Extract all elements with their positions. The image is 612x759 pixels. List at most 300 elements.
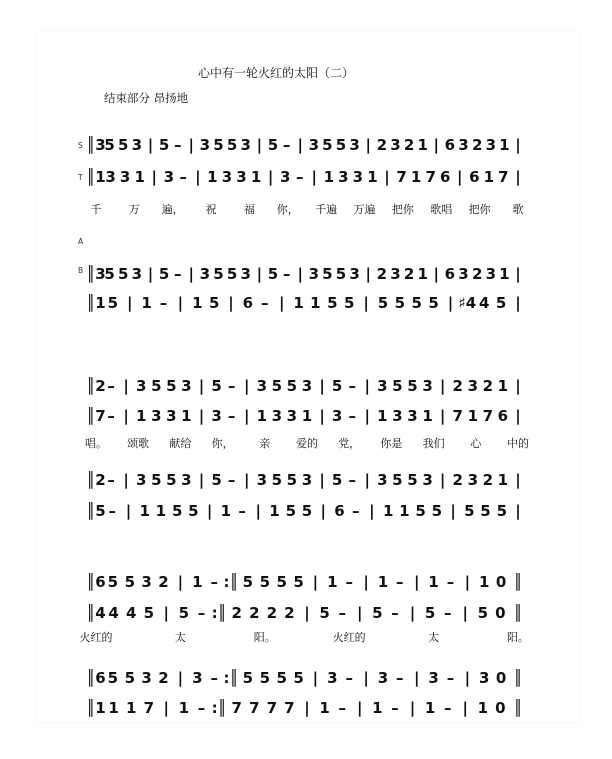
score-token: – bbox=[108, 502, 116, 520]
score-token: 5 bbox=[293, 669, 304, 687]
score-token: 3 bbox=[422, 471, 433, 489]
score-token: 3 bbox=[192, 669, 203, 687]
score-token: | bbox=[198, 377, 205, 395]
score-token: 2 bbox=[231, 604, 242, 622]
score-token: 1 bbox=[125, 699, 137, 717]
score-token: 3 bbox=[428, 669, 439, 687]
score-token: – bbox=[107, 377, 115, 395]
score-token: 3 bbox=[485, 136, 497, 154]
score-token: ║3 bbox=[86, 136, 106, 154]
lyric-syllable: 万 bbox=[128, 203, 140, 216]
score-token: 3 bbox=[141, 573, 152, 591]
lyric-syllable: 太 bbox=[174, 631, 186, 644]
score-token: ♯4 bbox=[458, 294, 477, 312]
score-token: 5 bbox=[392, 471, 403, 489]
score-token: 3 bbox=[105, 168, 116, 186]
score-title: 心中有一轮火红的太阳（二） bbox=[197, 66, 355, 80]
score-token: | bbox=[256, 265, 263, 283]
score-token: 2 bbox=[376, 265, 388, 283]
score-token: 3 bbox=[327, 669, 338, 687]
score-token: :║ bbox=[211, 699, 227, 717]
score-token: | bbox=[188, 265, 195, 283]
score-token: | bbox=[312, 669, 319, 687]
lyric-syllable: 阳。 bbox=[507, 631, 529, 644]
score-token: 5 bbox=[213, 265, 224, 283]
lyric-syllable: 唱。 bbox=[85, 437, 107, 450]
score-token: | bbox=[123, 471, 129, 489]
lyric-syllable: 颂歌 bbox=[127, 437, 150, 450]
score-token: 5 bbox=[271, 377, 283, 395]
score-token: | bbox=[413, 669, 420, 687]
score-token: 1 bbox=[382, 502, 394, 520]
lyric-syllable: 心 bbox=[470, 437, 482, 450]
lyric-syllable: 歌唱 bbox=[430, 203, 453, 216]
score-token: | bbox=[515, 294, 521, 312]
score-token: 5 bbox=[276, 573, 287, 591]
score-token: 5 bbox=[285, 502, 297, 520]
score-token: 3 bbox=[349, 265, 360, 283]
score-canvas bbox=[36, 32, 580, 722]
score-token: 5 bbox=[124, 669, 136, 687]
score-token: | bbox=[439, 377, 446, 395]
lyric-syllable: 你， bbox=[276, 203, 299, 216]
score-token: 3 bbox=[377, 377, 388, 395]
score-token: 5 bbox=[117, 265, 129, 283]
score-token: 4 bbox=[108, 604, 119, 622]
score-token: | bbox=[123, 377, 129, 395]
score-token: | bbox=[319, 471, 325, 489]
lyric-syllable: 献给 bbox=[169, 437, 192, 450]
score-token: 1 bbox=[269, 502, 280, 520]
score-token: 7 bbox=[143, 699, 155, 717]
score-token: 3 bbox=[166, 407, 177, 425]
score-token: | bbox=[357, 699, 363, 717]
score-token: 5 bbox=[335, 265, 347, 283]
score-token: | bbox=[319, 377, 325, 395]
score-token: | bbox=[439, 407, 446, 425]
score-token: 3 bbox=[392, 407, 403, 425]
score-token: 1 bbox=[319, 699, 330, 717]
score-token: 1 bbox=[372, 699, 383, 717]
score-token: | bbox=[123, 407, 129, 425]
score-token: 5 bbox=[124, 573, 136, 591]
score-token: | bbox=[127, 294, 133, 312]
score-token: – bbox=[227, 377, 236, 395]
score-token: 7 bbox=[425, 168, 436, 186]
score-token: 6 bbox=[444, 265, 456, 283]
score-token: 2 bbox=[266, 604, 278, 622]
score-token: 3 bbox=[377, 669, 389, 687]
score-token: 1 bbox=[141, 294, 152, 312]
score-token: | bbox=[515, 136, 521, 154]
score-token: | bbox=[320, 502, 326, 520]
score-token: 3 bbox=[390, 136, 401, 154]
score-token: 1 bbox=[377, 573, 389, 591]
lyric-syllable: 歌 bbox=[512, 203, 524, 216]
score-token: 5 bbox=[178, 604, 190, 622]
lyric-syllable: 祝 bbox=[205, 203, 217, 216]
score-token: 1 bbox=[293, 294, 304, 312]
score-token: | bbox=[177, 294, 184, 312]
score-token: 5 bbox=[464, 502, 475, 520]
score-token: 5 bbox=[495, 294, 507, 312]
score-token: | bbox=[177, 669, 184, 687]
score-token: | bbox=[450, 502, 456, 520]
score-token: 1 bbox=[499, 265, 510, 283]
score-token: | bbox=[256, 136, 263, 154]
score-token: | bbox=[125, 502, 132, 520]
score-token: | bbox=[363, 294, 369, 312]
score-token: | bbox=[195, 168, 201, 186]
score-token: 3 bbox=[279, 168, 291, 186]
score-token: 1 bbox=[483, 168, 495, 186]
score-token: | bbox=[163, 699, 170, 717]
score-token: 5 bbox=[392, 377, 403, 395]
score-token: 5 bbox=[322, 265, 333, 283]
score-token: 1 bbox=[323, 168, 335, 186]
score-token: 2 bbox=[452, 377, 463, 395]
score-token: ║7 bbox=[86, 407, 106, 425]
score-token: | bbox=[464, 573, 471, 591]
score-token: 1 bbox=[499, 136, 510, 154]
score-token: – bbox=[345, 573, 353, 591]
score-token: 3 bbox=[141, 669, 152, 687]
score-token: 3 bbox=[240, 136, 251, 154]
score-token: 5 bbox=[319, 604, 330, 622]
score-token: – bbox=[282, 136, 291, 154]
score-token: ║6 bbox=[86, 669, 106, 687]
score-token: 5 bbox=[293, 573, 304, 591]
score-token: 2 bbox=[158, 573, 169, 591]
score-token: | bbox=[365, 136, 372, 154]
score-token: | bbox=[515, 407, 521, 425]
score-token: 3 bbox=[199, 265, 211, 283]
score-token: | bbox=[363, 669, 369, 687]
score-token: 5 bbox=[271, 471, 283, 489]
score-token: | bbox=[433, 265, 440, 283]
score-token: | bbox=[243, 471, 250, 489]
score-token: – bbox=[107, 407, 115, 425]
score-token: 1 bbox=[178, 699, 190, 717]
score-token: | bbox=[297, 136, 303, 154]
score-token: 6 bbox=[444, 136, 456, 154]
voice-label-t: T bbox=[78, 173, 83, 182]
score-token: 7 bbox=[452, 407, 463, 425]
score-token: 5 bbox=[343, 294, 355, 312]
score-token: 1 bbox=[327, 573, 338, 591]
score-token: 3 bbox=[485, 265, 497, 283]
score-token: 3 bbox=[256, 377, 268, 395]
score-token: 5 bbox=[480, 502, 491, 520]
score-token: 1 bbox=[424, 699, 436, 717]
score-token: 5 bbox=[415, 502, 426, 520]
score-token: 6 bbox=[242, 294, 254, 312]
score-token: – bbox=[173, 136, 182, 154]
score-token: 5 bbox=[208, 294, 220, 312]
score-token: – bbox=[348, 407, 356, 425]
score-token: 1 bbox=[155, 502, 167, 520]
score-token: – bbox=[348, 471, 356, 489]
score-token: 3 bbox=[236, 168, 247, 186]
score-token: 5 bbox=[286, 377, 298, 395]
score-token: 2 bbox=[471, 136, 483, 154]
score-token: | bbox=[457, 168, 463, 186]
score-token: 1 bbox=[310, 294, 321, 312]
score-token: 1 bbox=[417, 265, 428, 283]
score-token: 5 bbox=[372, 604, 383, 622]
score-token: 3 bbox=[308, 136, 320, 154]
score-token: | bbox=[464, 669, 471, 687]
lyric-syllable: 万遍 bbox=[353, 203, 376, 216]
score-token: 5 bbox=[327, 294, 338, 312]
score-token: – bbox=[396, 669, 404, 687]
score-token: | bbox=[304, 699, 310, 717]
score-token: | bbox=[255, 502, 262, 520]
score-token: 5 bbox=[211, 377, 222, 395]
score-token: :║ bbox=[223, 669, 239, 687]
score-token: | bbox=[198, 407, 205, 425]
score-token: | bbox=[384, 168, 390, 186]
score-token: 5 bbox=[411, 294, 422, 312]
score-token: 2 bbox=[482, 471, 494, 489]
lyric-syllable: 把你 bbox=[391, 203, 414, 216]
score-token: – bbox=[446, 573, 455, 591]
score-token: 5 bbox=[158, 136, 170, 154]
score-token: 5 bbox=[151, 377, 162, 395]
score-token: 5 bbox=[331, 377, 343, 395]
score-token: 7 bbox=[482, 407, 494, 425]
score-token: 3 bbox=[458, 265, 469, 283]
score-token: | bbox=[439, 471, 446, 489]
score-token: – bbox=[351, 502, 360, 520]
score-token: | bbox=[364, 377, 371, 395]
score-token: ║5 bbox=[86, 502, 106, 520]
score-token: 6 bbox=[439, 168, 451, 186]
lyric-syllable: 太 bbox=[428, 631, 440, 644]
score-token: | bbox=[413, 573, 420, 591]
score-token: 3 bbox=[331, 407, 343, 425]
score-page bbox=[36, 32, 580, 722]
score-token: ║6 bbox=[86, 573, 106, 591]
score-token: | bbox=[278, 294, 285, 312]
score-token: 3 bbox=[338, 168, 349, 186]
score-token: 5 bbox=[259, 669, 271, 687]
score-token: 3 bbox=[181, 471, 192, 489]
score-token: | bbox=[369, 502, 375, 520]
score-token: 3 bbox=[271, 407, 283, 425]
score-token: 3 bbox=[181, 377, 192, 395]
score-token: 5 bbox=[158, 265, 170, 283]
score-token: – bbox=[238, 502, 246, 520]
score-token: – bbox=[282, 265, 291, 283]
score-token: – bbox=[107, 471, 115, 489]
score-token: 3 bbox=[151, 407, 162, 425]
score-token: – bbox=[443, 604, 452, 622]
score-token: 2 bbox=[376, 136, 388, 154]
score-token: 5 bbox=[394, 294, 406, 312]
score-token: 3 bbox=[458, 136, 469, 154]
score-token: | bbox=[357, 604, 363, 622]
score-token: 3 bbox=[308, 265, 320, 283]
score-token: 2 bbox=[452, 471, 463, 489]
score-token: 1 bbox=[256, 407, 268, 425]
score-token: 3 bbox=[352, 168, 364, 186]
score-token: 5 bbox=[267, 265, 279, 283]
score-token: ║ bbox=[513, 699, 523, 717]
lyric-syllable: 火红的 bbox=[79, 631, 113, 644]
voice-label-s: S bbox=[78, 141, 83, 150]
score-token: 3 bbox=[131, 136, 143, 154]
score-token: | bbox=[409, 604, 416, 622]
score-token: 3 bbox=[199, 136, 211, 154]
score-token: 7 bbox=[284, 699, 295, 717]
score-token: 3 bbox=[301, 471, 313, 489]
score-token: | bbox=[363, 573, 369, 591]
score-token: | bbox=[515, 471, 521, 489]
score-token: – bbox=[391, 699, 399, 717]
lyric-syllable: 福 bbox=[244, 203, 255, 216]
score-token: 5 bbox=[104, 265, 115, 283]
score-token: 1 bbox=[377, 407, 388, 425]
score-token: – bbox=[261, 294, 269, 312]
score-token: 1 bbox=[207, 168, 218, 186]
score-token: 1 bbox=[367, 168, 378, 186]
score-token: 5 bbox=[377, 294, 389, 312]
score-token: – bbox=[345, 669, 353, 687]
score-token: 3 bbox=[256, 471, 268, 489]
score-token: ║1 bbox=[86, 294, 106, 312]
score-token: 1 bbox=[135, 407, 147, 425]
score-token: 1 bbox=[497, 377, 509, 395]
score-token: | bbox=[365, 265, 372, 283]
score-token: 1 bbox=[192, 573, 203, 591]
score-token: 5 bbox=[242, 669, 254, 687]
score-token: 1 bbox=[301, 407, 313, 425]
lyric-syllable: 爱的 bbox=[296, 437, 318, 450]
score-token: 3 bbox=[286, 407, 298, 425]
score-token: ║2 bbox=[86, 471, 106, 489]
score-token: | bbox=[188, 136, 195, 154]
score-token: 1 bbox=[478, 573, 490, 591]
score-token: 5 bbox=[267, 136, 279, 154]
score-token: 7 bbox=[266, 699, 278, 717]
score-token: 5 bbox=[424, 604, 436, 622]
score-token: 1 bbox=[139, 502, 150, 520]
score-token: 5 bbox=[331, 471, 343, 489]
score-token: | bbox=[304, 604, 310, 622]
score-token: 5 bbox=[151, 471, 162, 489]
score-token: | bbox=[228, 294, 234, 312]
score-token: 3 bbox=[407, 407, 418, 425]
lyric-syllable: 我们 bbox=[422, 437, 445, 450]
score-token: | bbox=[447, 294, 454, 312]
score-token: 3 bbox=[478, 669, 490, 687]
score-token: 1 bbox=[467, 407, 479, 425]
score-token: – bbox=[159, 294, 168, 312]
score-token: 1 bbox=[192, 294, 203, 312]
lyric-syllable: 把你 bbox=[468, 203, 491, 216]
score-token: ║4 bbox=[86, 604, 106, 622]
score-token: 7 bbox=[231, 699, 242, 717]
score-token: 7 bbox=[249, 699, 260, 717]
score-token: – bbox=[210, 573, 218, 591]
score-token: 3 bbox=[135, 471, 147, 489]
score-token: – bbox=[391, 604, 399, 622]
score-token: – bbox=[348, 377, 356, 395]
score-token: 5 bbox=[242, 573, 254, 591]
score-token: 5 bbox=[211, 471, 222, 489]
lyric-syllable: 党， bbox=[338, 437, 361, 450]
score-token: 3 bbox=[467, 471, 479, 489]
score-token: 5 bbox=[407, 471, 418, 489]
score-token: – bbox=[338, 604, 346, 622]
score-token: 1 bbox=[477, 699, 489, 717]
score-token: – bbox=[396, 573, 404, 591]
score-token: | bbox=[151, 168, 157, 186]
score-token: – bbox=[443, 699, 452, 717]
score-token: – bbox=[227, 471, 236, 489]
score-token: 5 bbox=[301, 502, 313, 520]
score-token: 1 bbox=[250, 168, 262, 186]
score-token: ║ bbox=[513, 669, 523, 687]
score-token: | bbox=[462, 699, 469, 717]
score-token: 7 bbox=[498, 168, 509, 186]
score-token: – bbox=[295, 168, 304, 186]
score-token: | bbox=[163, 604, 170, 622]
score-token: ║ bbox=[513, 573, 523, 591]
score-token: | bbox=[206, 502, 213, 520]
voice-label-b: B bbox=[78, 266, 84, 275]
score-token: | bbox=[364, 471, 371, 489]
score-token: | bbox=[462, 604, 469, 622]
score-token: 2 bbox=[403, 265, 415, 283]
lyric-syllable: 千 bbox=[90, 203, 102, 216]
score-token: 5 bbox=[286, 471, 298, 489]
lyric-syllable: 千遍 bbox=[315, 203, 338, 216]
score-token: ║1 bbox=[86, 699, 106, 717]
score-token: 2 bbox=[471, 265, 483, 283]
score-token: 1 bbox=[220, 502, 232, 520]
score-token: 5 bbox=[496, 502, 508, 520]
score-token: 3 bbox=[240, 265, 251, 283]
score-token: 5 bbox=[407, 377, 418, 395]
score-token: 5 bbox=[107, 573, 119, 591]
score-token: 2 bbox=[158, 669, 169, 687]
score-token: – bbox=[446, 669, 455, 687]
score-token: 3 bbox=[377, 471, 388, 489]
score-token: | bbox=[515, 265, 521, 283]
score-token: 3 bbox=[131, 265, 143, 283]
score-token: 3 bbox=[221, 168, 233, 186]
score-token: 5 bbox=[431, 502, 443, 520]
score-token: 6 bbox=[469, 168, 480, 186]
score-token: 1 bbox=[181, 407, 192, 425]
score-token: 5 bbox=[226, 265, 238, 283]
score-token: | bbox=[297, 265, 303, 283]
score-token: 1 bbox=[428, 573, 439, 591]
score-token: 3 bbox=[390, 265, 401, 283]
score-token: 4 bbox=[125, 604, 137, 622]
score-token: 0 bbox=[495, 669, 507, 687]
score-token: 3 bbox=[135, 377, 147, 395]
lyric-syllable: 中的 bbox=[507, 437, 529, 450]
score-token: | bbox=[147, 265, 154, 283]
score-token: 5 bbox=[213, 136, 224, 154]
score-token: 5 bbox=[166, 471, 177, 489]
score-token: 1 bbox=[399, 502, 410, 520]
score-token: | bbox=[515, 377, 521, 395]
score-token: 3 bbox=[163, 168, 175, 186]
